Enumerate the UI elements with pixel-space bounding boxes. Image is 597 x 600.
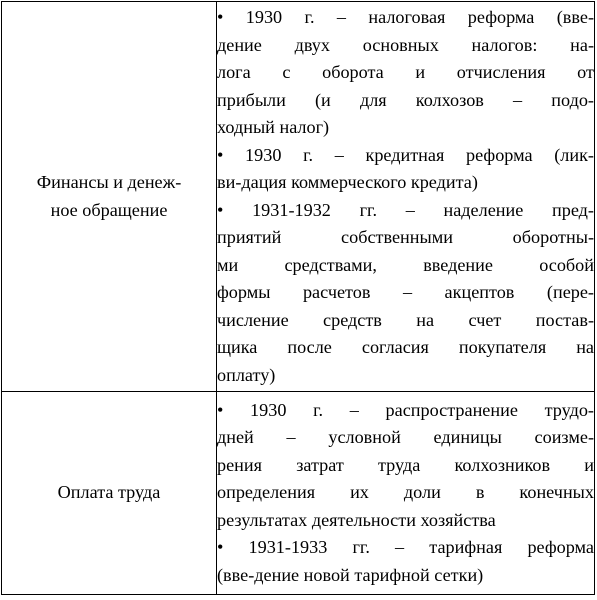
reforms-table [1, 1, 595, 595]
row-content-finance [217, 2, 595, 392]
row-content-wages [217, 392, 595, 595]
text-line: дней – условной единицы соизме- [217, 427, 594, 448]
text-line: щика после согласия покупателя на [217, 337, 594, 357]
text-line: • 1930 г. – налоговая реформа (вве- [217, 7, 594, 27]
text-line: ходный налог) [217, 117, 330, 137]
text-line: приятий собственными оборотны- [217, 227, 594, 247]
text-line: • 1930 г. – распространение трудо- [217, 399, 594, 420]
text-line: • 1931-1933 гг. – тарифная реформа [217, 537, 594, 558]
text-line: (вве-дение новой тарифной сетки) [217, 564, 484, 585]
label-line: Оплата труда [57, 482, 161, 503]
text-line: определения их доли в конечных [217, 482, 594, 503]
row-label-wages [2, 392, 217, 595]
text-line: прибыли (и для колхозов – подо- [217, 89, 594, 110]
text-line: ви-дация коммерческого кредита) [217, 172, 478, 192]
label-line: Финансы и денеж- [36, 172, 182, 192]
text-line: лога с оборота и отчисления от [217, 62, 594, 82]
bullet-tariff-reform [217, 534, 594, 589]
label-line: ное обращение [50, 199, 168, 220]
bullet-working-capital [217, 197, 594, 390]
text-line: ми средствами, введение особой [217, 254, 594, 275]
text-line: рения затрат труда колхозников и [217, 454, 594, 475]
text-line: дение двух основных налогов: на- [217, 34, 594, 55]
text-line: формы расчетов – акцептов (пере- [217, 282, 594, 302]
text-line: • 1930 г. – кредитная реформа (лик- [217, 144, 594, 165]
bullet-tax-reform [217, 4, 594, 142]
text-line: • 1931-1932 гг. – наделение пред- [217, 199, 594, 220]
row-label-finance [2, 2, 217, 392]
table-row-finance [2, 2, 595, 392]
text-line: результатах деятельности хозяйства [217, 509, 496, 530]
text-line: оплату) [217, 364, 276, 385]
table-row-wages [2, 392, 595, 595]
text-line: числение средств на счет постав- [217, 309, 594, 330]
bullet-credit-reform [217, 142, 594, 197]
bullet-workdays [217, 397, 594, 535]
